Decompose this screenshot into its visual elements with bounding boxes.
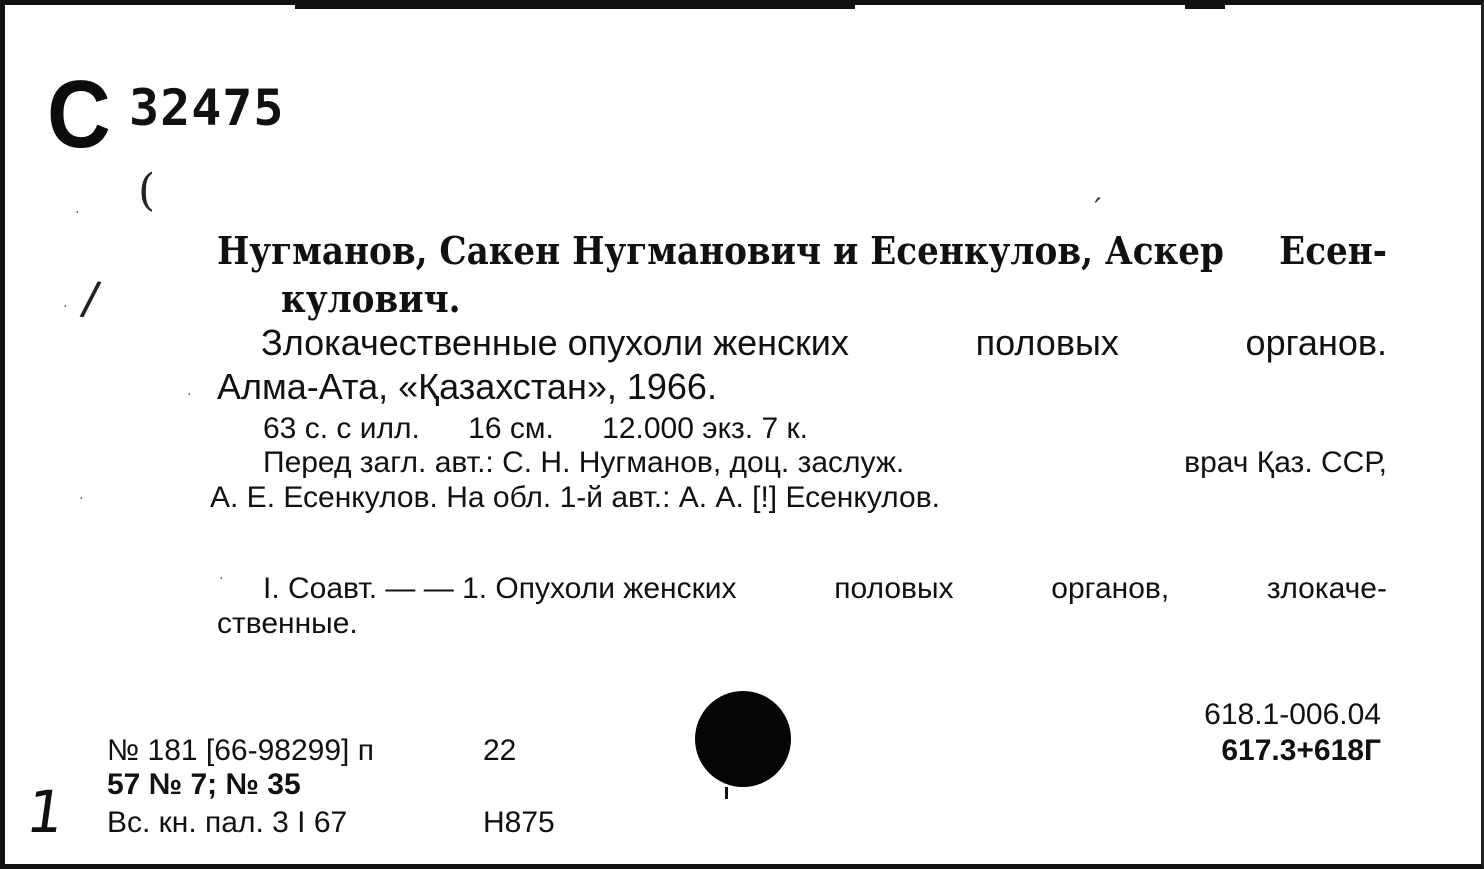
registration-count: 22: [483, 734, 517, 767]
imprint: Алма-Ата, «Қазахстан», 1966.: [217, 366, 717, 407]
tracing-text: органов,: [1051, 572, 1170, 605]
tracing-block: [217, 571, 1387, 641]
author-names-end: кулович.: [281, 276, 461, 321]
pen-stroke-mark: /: [78, 270, 104, 326]
note-text: Перед загл. авт.: С. Н. Нугманов, доц. заслуж.: [263, 446, 905, 479]
top-edge-smudge: [1185, 5, 1225, 9]
title-text: Злокачественные опухоли женских: [261, 322, 849, 363]
registration-series: 57 № 7; № 35: [107, 768, 301, 801]
title-block: [217, 321, 1387, 409]
tracing-text: половых: [834, 572, 954, 605]
author-names: Нугманов, Сакен Нугманович и Есенкулов, Аскер: [217, 228, 1224, 273]
title-text: органов.: [1245, 322, 1387, 363]
top-edge-smudge: [295, 5, 855, 9]
ink-dot: ·: [79, 492, 84, 507]
ink-dot: ·: [75, 206, 80, 221]
ink-dot: ·: [219, 572, 224, 587]
note-block: [210, 445, 1387, 515]
tracing-text: I. Соавт. — — 1. Опухоли женских: [263, 572, 737, 605]
note-text: А. Е. Есенкулов. На обл. 1-й авт.: А. А. [!] Есенкулов.: [210, 481, 940, 514]
author-names-continued: Есен-: [1279, 228, 1387, 273]
ink-dot: ·: [63, 300, 68, 315]
udc-classification: [1204, 697, 1381, 769]
collation-copies-price: 12.000 экз. 7 к.: [602, 412, 808, 445]
punch-hole: [695, 691, 791, 787]
chamber-line: Вс. кн. пал. 3 I 67: [107, 806, 348, 839]
handwritten-paren: (: [138, 165, 156, 216]
author-code: Н875: [483, 806, 555, 839]
author-heading: [217, 227, 1387, 323]
ink-dot: ·: [187, 388, 192, 403]
collation-pages: 63 с. с илл.: [263, 412, 420, 445]
collation-size: 16 см.: [468, 412, 554, 445]
title-text: половых: [975, 322, 1119, 363]
call-number: 32475: [129, 79, 285, 137]
note-text: врач Қаз. ССР,: [1184, 446, 1387, 479]
udc-code: 617.3+618Г: [1221, 734, 1381, 767]
registration-number: № 181 [66-98299] п: [107, 734, 374, 767]
pen-tick-mark: ′: [1090, 191, 1103, 228]
collation: [263, 411, 848, 446]
call-letter: С: [47, 61, 111, 168]
tracing-text: злокаче-: [1266, 572, 1387, 605]
udc-code: 618.1-006.04: [1204, 698, 1381, 731]
punch-hole-mark: [725, 787, 728, 799]
handwritten-number: 1: [22, 778, 69, 846]
tracing-text: ственные.: [217, 607, 358, 640]
